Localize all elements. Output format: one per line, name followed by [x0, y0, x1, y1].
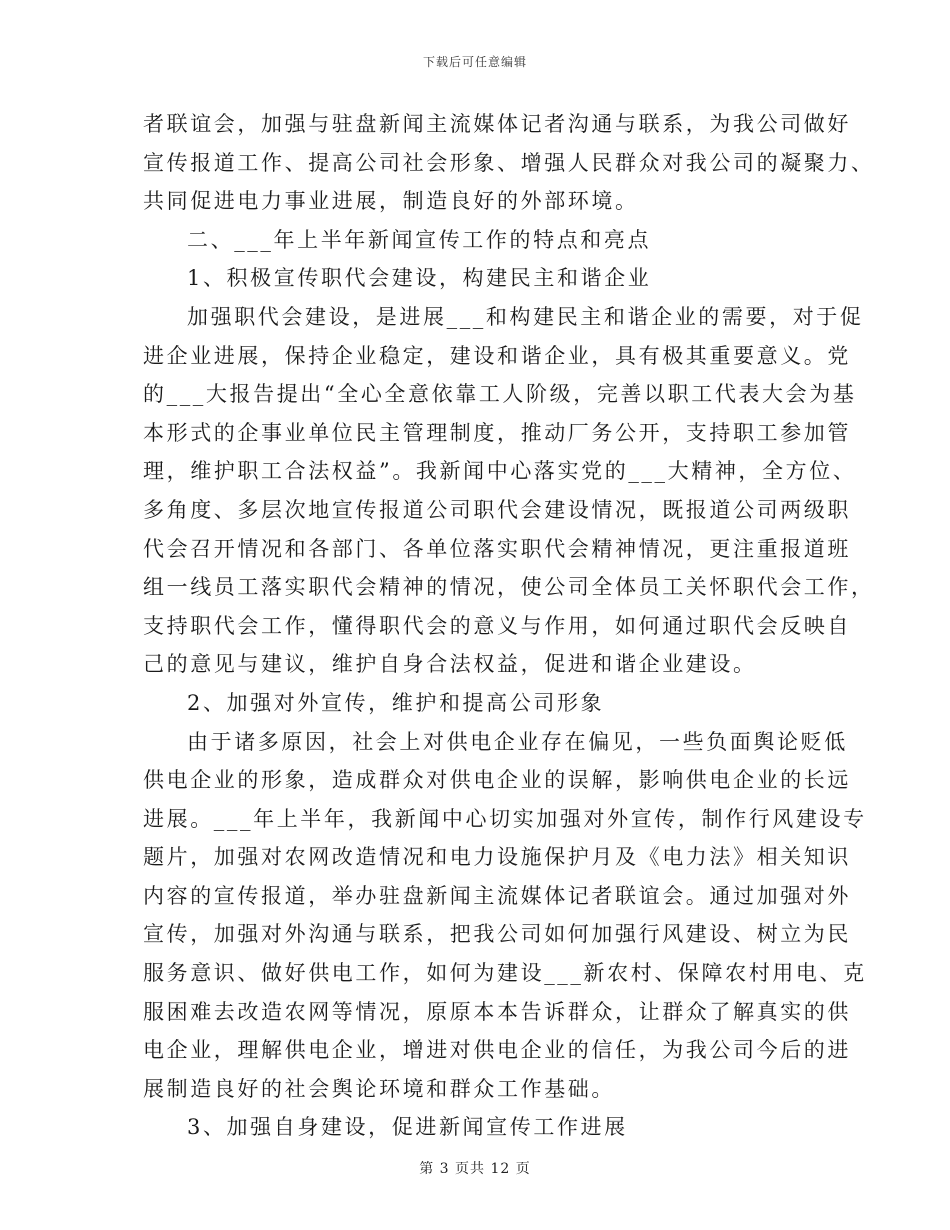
text-line: 加强职代会建设，是进展___和构建民主和谐企业的需要，对于促 — [187, 304, 864, 329]
text-line: 者联谊会，加强与驻盘新闻主流媒体记者沟通与联系，为我公司做好 — [143, 112, 851, 136]
text-line: 共同促进电力事业进展，制造良好的外部环境。 — [143, 189, 639, 214]
subsection-heading: 1、积极宣传职代会建设，构建民主和谐企业 — [187, 266, 652, 291]
text-line: 代会召开情况和各部门、各单位落实职代会精神情况，更注重报道班 — [143, 536, 851, 561]
subsection-heading: 3、加强自身建设，促进新闻宣传工作进展 — [187, 1115, 628, 1140]
text-line: 进展。___年上半年，我新闻中心切实加强对外宣传，制作行风建设专 — [143, 806, 867, 831]
text-line: 题片，加强对农网改造情况和电力设施保护月及《电力法》相关知识 — [143, 845, 851, 870]
page-header: 下载后可任意编辑 — [422, 55, 527, 69]
text-line: 服务意识、做好供电工作，如何为建设___新农村、保障农村用电、克 — [143, 961, 867, 986]
text-line: 内容的宣传报道，举办驻盘新闻主流媒体记者联谊会。通过加强对外 — [143, 883, 851, 908]
text-line: 展制造良好的社会舆论环境和群众工作基础。 — [143, 1076, 615, 1101]
text-line: 的___大报告提出“全心全意依靠工人阶级，完善以职工代表大会为基 — [143, 382, 857, 407]
text-line: 组一线员工落实职代会精神的情况，使公司全体员工关怀职代会工作， — [143, 575, 875, 600]
section-heading: 二、___年上半年新闻宣传工作的特点和亮点 — [187, 227, 652, 252]
text-line: 宣传报道工作、提高公司社会形象、增强人民群众对我公司的凝聚力、 — [143, 150, 875, 175]
text-line: 供电企业的形象，造成群众对供电企业的误解，影响供电企业的长远 — [143, 768, 851, 793]
text-line: 理，维护职工合法权益”。我新闻中心落实党的___大精神，全方位、 — [143, 459, 857, 484]
text-line: 宣传，加强对外沟通与联系，把我公司如何加强行风建设、树立为民 — [143, 922, 851, 947]
text-line: 支持职代会工作，懂得职代会的意义与作用，如何通过职代会反映自 — [143, 613, 851, 638]
text-line: 己的意见与建议，维护自身合法权益，促进和谐企业建设。 — [143, 652, 757, 677]
text-line: 由于诸多原因，社会上对供电企业存在偏见，一些负面舆论贬低 — [187, 729, 848, 754]
text-line: 进企业进展，保持企业稳定，建设和谐企业，具有极其重要意义。党 — [143, 343, 851, 368]
subsection-heading: 2、加强对外宣传，维护和提高公司形象 — [187, 690, 605, 715]
text-line: 服困难去改造农网等情况，原原本本告诉群众，让群众了解真实的供 — [143, 999, 851, 1024]
page-number: 第 3 页共 12 页 — [419, 1161, 531, 1177]
text-line: 电企业，理解供电企业，增进对供电企业的信任，为我公司今后的进 — [143, 1038, 851, 1063]
text-line: 本形式的企事业单位民主管理制度，推动厂务公开，支持职工参加管 — [143, 420, 851, 445]
document-body — [143, 105, 875, 1147]
text-line: 多角度、多层次地宣传报道公司职代会建设情况，既报道公司两级职 — [143, 497, 851, 522]
